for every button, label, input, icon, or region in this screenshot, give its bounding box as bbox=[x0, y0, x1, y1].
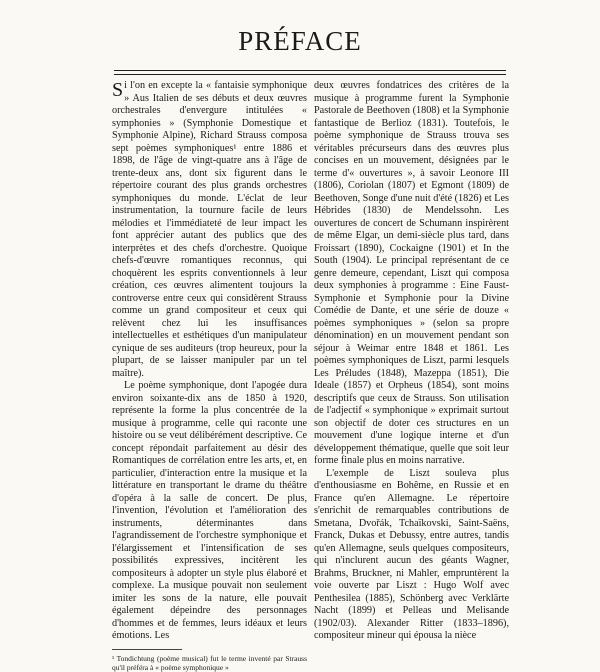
right-column bbox=[314, 80, 509, 643]
drop-cap: S bbox=[112, 79, 124, 101]
title-rule-top bbox=[114, 70, 506, 71]
paragraph-1 bbox=[112, 80, 307, 380]
paragraph-2: Le poème symphonique, dont l'apogée dura environ soixante-dix ans de 1850 à 1920, représente la forme la plus concentrée de la musique à programme, celle qui raconte une histoire ou se veut délibérément descriptive. Ce concept répondait parfaitement au désir des Romantiques de corrélation entre les arts, et, en particulier, d'interaction entre la musique et la littérature en transportant le drame du théâtre d'opéra à la salle de concert. De plus, l'invention, l'évolution et l'amélioration des instruments, déterminantes dans l'agrandissement de l'orchestre symphonique et l'élargissement et l'intensification de ses possibilités expressives, incitèrent les compositeurs à adopter un style plus élaboré et complexe. La musique pouvait non seulement imiter les sons de la nature, elle pouvait également dépeindre des personnages d'hommes et de femmes, leurs idéaux et leurs émotions. Les bbox=[112, 380, 307, 641]
footnote: ¹ Tondichtung (poème musical) fut le terme inventé par Strauss qu'il préféra à « poème symphonique » bbox=[112, 653, 307, 672]
paragraph-4: L'exemple de Liszt souleva plus d'enthousiasme en Bohême, en Russie et en France qu'en Allemagne. Le répertoire s'enrichit de remarquables contributions de Smetana, Dvořák, Tchaïkovski, Saint-Saëns, Franck, Dukas et Debussy, entre autres, tandis qu'en Allemagne, seuls quelques compositeurs, qui n'inclurent aucun des géants Wagner, Brahms, Bruckner, ni Mahler, empruntèrent la voie ouverte par Liszt : Hugo Wolf avec Penthesilea (1885), Schönberg avec Verklärte Nacht (1899) et Pelleas und Melisande (1902/03). Alexander Ritter (1833–1896), compositeur mineur qui épousa la nièce bbox=[314, 467, 509, 641]
title-rule-bottom bbox=[114, 74, 506, 75]
page-title: PRÉFACE bbox=[238, 26, 362, 56]
footnote-separator bbox=[112, 649, 182, 650]
paragraph-1-text: i l'on en excepte la « fantaisie symphonique » Aus Italien de ses débuts et deux œuvres orchestrales d'envergure intitulées « symphonies » (Symphonie Domestique et Symphonie Alpine), Richard Strauss composa sept poèmes symphoniques¹ entre 1886 et 1898, de l'âge de vingt-quatre ans à l'âge de trente-deux ans, dont six figurent dans le répertoire courant des plus grands orchestres symphoniques du monde. L'éclat de leur instrumentation, la tournure facile de leurs mélodies et l'immédiateté de leur impact les font apprécier autant des publics que des interprètes et des chefs d'orchestre. Quoique chefs-d'œuvre romantiques reconnus, qui choquèrent les esprits conventionnels à leur création, ces œuvres alimentent toujours la controverse entre ceux qui considèrent Strauss comme un grand compositeur et ceux qui relèvent chez lui les insuffisances intellectuelles et esthétiques d'un manipulateur cynique de ses auditeurs (trop heureux, pour la plupart, de se laisser manipuler par un tel maître). bbox=[112, 80, 307, 379]
left-column bbox=[112, 80, 307, 672]
paragraph-3: deux œuvres fondatrices des critères de la musique à programme furent la Symphonie Pastorale de Beethoven (1808) et la Symphonie fantastique de Berlioz (1831). Toutefois, le poème symphonique de Strauss trouva ses véritables précurseurs dans des œuvres plus concises en un mouvement, désignées par le terme d'« ouvertures », à savoir Leonore III (1806), Coriolan (1807) et Egmont (1809) de Beethoven, Songe d'une nuit d'été (1826) et Les Hébrides (1830) de Mendelssohn. Les ouvertures de concert de Schumann inspirèrent de même Elgar, un demi-siècle plus tard, dans Froissart (1890), Cockaigne (1901) et In the South (1904). Le principal représentant de ce genre demeure, cependant, Liszt qui composa deux symphonies à programme : Eine Faust-Symphonie et Symphonie pour la Divine Comédie de Dante, et une série de douze « poèmes symphoniques » (selon sa propre dénomination) en un mouvement pendant son séjour à Weimar entre 1848 et 1861. Les poèmes symphoniques de Liszt, parmi lesquels Les Préludes (1848), Mazeppa (1851), Die Ideale (1857) et Orpheus (1854), sont moins descriptifs que ceux de Strauss. Son utilisation de l'adjectif « symphonique » exprimait surtout son objectif de doter ces structures en un mouvement d'une logique interne et d'un développement thématique, quelle que soit leur forme finale plus en moins narrative. bbox=[314, 80, 509, 466]
